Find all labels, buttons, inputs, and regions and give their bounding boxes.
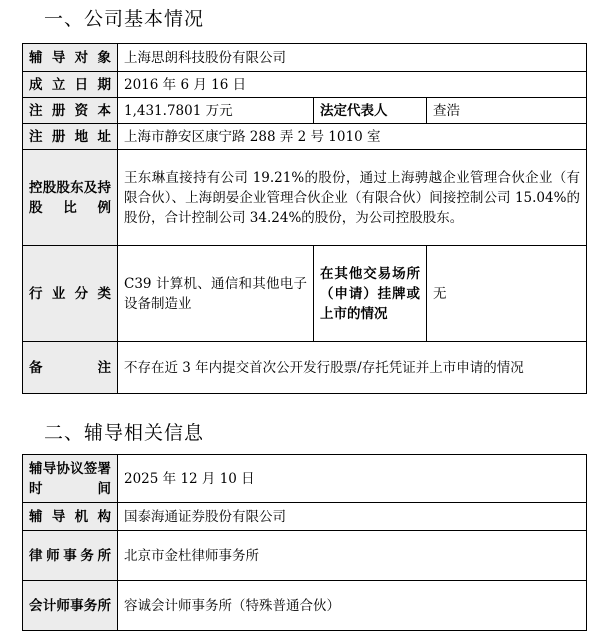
shareholder-value: 王东琳直接持有公司 19.21%的股份，通过上海骋越企业管理合伙企业（有限合伙）、上海朗晏企业管理合伙企业（有限合伙）间接控制公司 15.04%的股份，合计控制公司 34.24%的股份，为公司控股股东。 (118, 150, 587, 246)
address-label: 注册地址 (23, 124, 118, 150)
company-basic-info-table (22, 43, 587, 394)
target-label: 辅导对象 (23, 44, 118, 72)
target-value: 上海思朗科技股份有限公司 (118, 44, 587, 72)
table-row-law-firm (23, 531, 587, 581)
table-row-shareholder (23, 150, 587, 246)
remarks-value: 不存在近 3 年内提交首次公开发行股票/存托凭证并上市申请的情况 (118, 342, 587, 394)
table-row-remarks (23, 342, 587, 394)
section-title-tutoring-info: 二、辅导相关信息 (44, 422, 205, 444)
table-row-address (23, 124, 587, 150)
address-value: 上海市静安区康宁路 288 弄 2 号 1010 室 (118, 124, 587, 150)
table-row-target (23, 44, 587, 72)
agreement-date-value: 2025 年 12 月 10 日 (118, 455, 587, 503)
other-listing-label: 在其他交易场所（申请）挂牌或上市的情况 (314, 246, 427, 342)
established-value: 2016 年 6 月 16 日 (118, 72, 587, 98)
legal-rep-value: 查浩 (427, 98, 587, 124)
table-row-institution (23, 503, 587, 531)
capital-value: 1,431.7801 万元 (118, 98, 314, 124)
law-firm-label: 律师事务所 (23, 531, 118, 581)
agreement-date-label: 辅导协议签署时间 (23, 455, 118, 503)
established-label: 成立日期 (23, 72, 118, 98)
legal-rep-label: 法定代表人 (314, 98, 427, 124)
industry-label: 行业分类 (23, 246, 118, 342)
table-row-established (23, 72, 587, 98)
accounting-firm-value: 容诚会计师事务所（特殊普通合伙） (118, 581, 587, 631)
tutoring-info-table (22, 454, 587, 631)
remarks-label: 备注 (23, 342, 118, 394)
accounting-firm-label: 会计师事务所 (23, 581, 118, 631)
capital-label: 注册资本 (23, 98, 118, 124)
table-row-agreement-date (23, 455, 587, 503)
table-row-industry (23, 246, 587, 342)
industry-value: C39 计算机、通信和其他电子设备制造业 (118, 246, 314, 342)
table-row-capital (23, 98, 587, 124)
institution-value: 国泰海通证券股份有限公司 (118, 503, 587, 531)
table-row-accounting-firm (23, 581, 587, 631)
institution-label: 辅导机构 (23, 503, 118, 531)
section-title-company-basic-info: 一、公司基本情况 (44, 8, 205, 30)
shareholder-label: 控股股东及持股比例 (23, 150, 118, 246)
other-listing-value: 无 (427, 246, 587, 342)
law-firm-value: 北京市金杜律师事务所 (118, 531, 587, 581)
